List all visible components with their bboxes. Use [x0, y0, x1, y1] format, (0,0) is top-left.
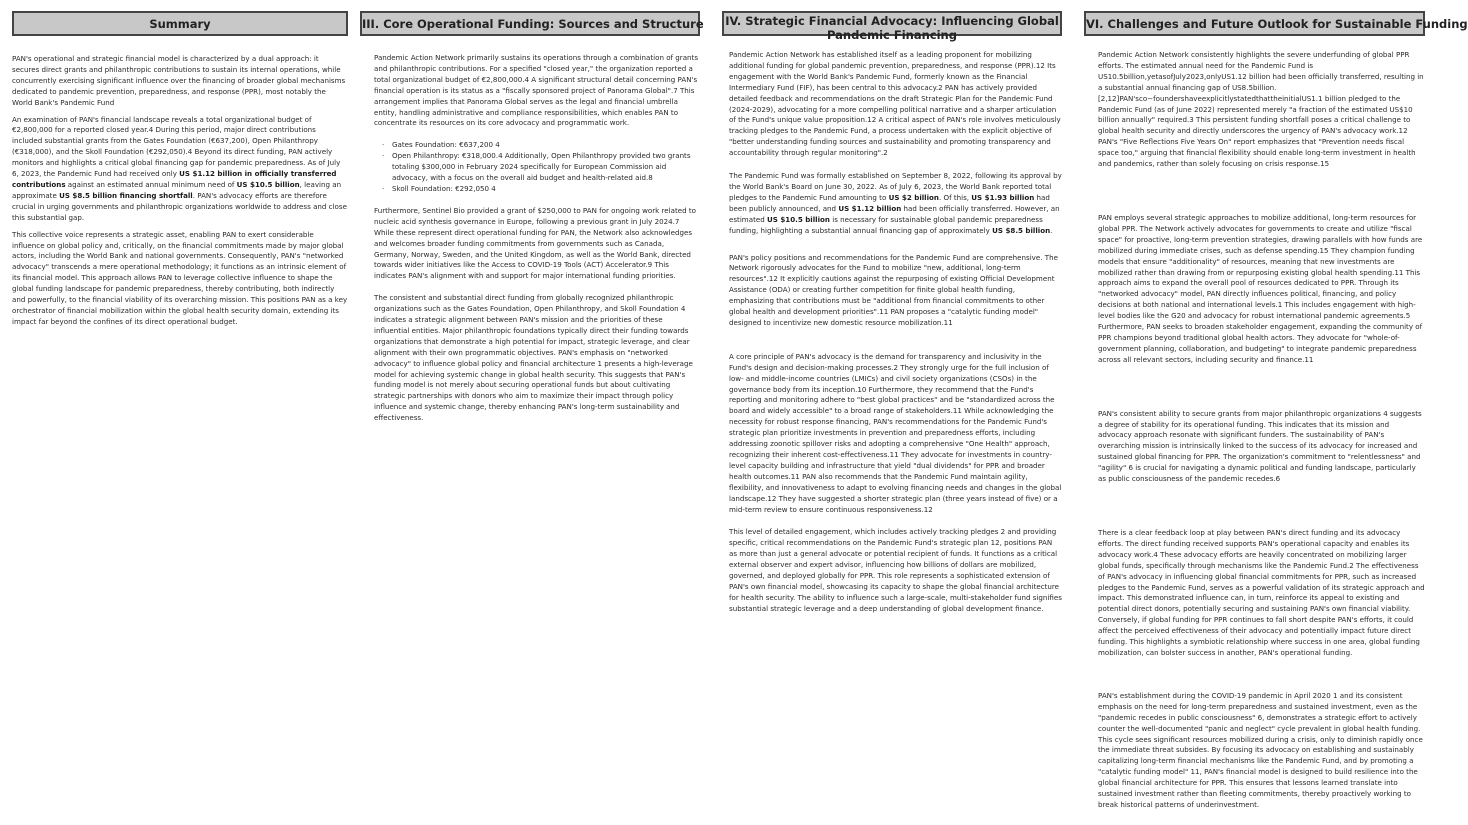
bold-figure: US $1.93 billion	[971, 192, 1035, 202]
summary-body	[12, 36, 348, 328]
funder-list-item: · Skoll Foundation: €292,050 4	[392, 184, 700, 195]
core-funding-intro: Pandemic Action Network primarily sustains its operations through a combination of grants and philanthropic contributions. For a specified "closed year," the organization reported a total organizational budget of €2,800,000.4 A significant structural detail concerning PAN's financial operation is its status as a "fiscally sponsored project of Panorama Global".7 This arrangement implies that Panorama Global serves as the legal and financial umbrella entity, handling administrative and compliance responsibilities, which enables PAN to concentrate its resources on its core advocacy and programmatic work.	[374, 53, 699, 128]
text-span: against an estimated annual minimum need of	[65, 179, 237, 189]
outlook-paragraph: There is a clear feedback loop at play between PAN's direct funding and its advocacy efforts. The direct funding received supports PAN's operational capacity and enables its advocacy work.4 These advocacy efforts are heavily concentrated on mobilizing larger global funds, specifically through mechanisms like the Pandemic Fund.2 The effectiveness of PAN's advocacy in influencing global financial commitments for PPR, such as increased pledges to the Pandemic Fund, serves as a powerful validation of its strategic approach and impact. This demonstrated influence can, in turn, reinforce its appeal to existing and potential direct donors, potentially securing and sustaining PAN's own financial viability. Conversely, if global funding for PPR continues to fall short despite PAN's efforts, it could affect the perceived effectiveness of their advocacy and potentially impact future direct funding. This highlights a symbiotic relationship where success in one area, global funding mobilization, can bolster success in another, PAN's operational funding.	[1098, 528, 1425, 657]
outlook-paragraph: PAN employs several strategic approaches to mobilize additional, long-term resources for global PPR. The Network actively advocates for governments to create and utilize "fiscal space" for proactive, long-term prevention strategies, drawing parallels with how funds are mobilized during immediate crises, such as defense spending.15 They champion funding models that ensure "additionality" of resources, meaning that new investments are mobilized rather than drawing from or repurposing existing global health spending.11 This approach aims to expand the overall pool of resources dedicated to PPR. Through its "networked advocacy" model, PAN directly influences political, financing, and policy decisions at both national and international levels.1 This includes engagement with high-level bodies like the G20 and advocacy for robust international pandemic agreements.5 Furthermore, PAN seeks to broaden stakeholder engagement, expanding the community of PPR champions beyond traditional global health actors. They advocate for "whole-of-government planning, collaboration, and budgeting" to integrate pandemic preparedness across all relevant sectors, including security and finance.11	[1098, 212, 1423, 364]
bold-figure: US $8.5 billion	[992, 225, 1051, 235]
outlook-paragraph: Pandemic Action Network consistently highlights the severe underfunding of global PPR efforts. The estimated annual need for the Pandemic Fund is US10.5billion,yetasofJuly2023,onlyUS1.12 billion had been officially transferred, resulting in a substantial annual financing gap of US8.5billion. [2,12]PAN'sco−foundershaveexplicitlystatedthattheinitialUS1.1 billion pledged to the Pandemic Fund (as of June 2022) represented merely "a fraction of the estimated US$10 billion annually" required.3 This persistent funding shortfall poses a critical challenge to global health security and directly underscores the urgency of PAN's advocacy work.12 PAN's "Five Reflections Five Years On" report emphasizes that "Prevention needs fiscal space too," arguing that financial flexibility should enable long-term investment in health and pandemics, rather than solely focusing on crisis response.15	[1098, 50, 1424, 169]
funder-list-item: · Gates Foundation: €637,200 4	[392, 140, 700, 151]
text-span: had been officially transferred. However, an estimated	[729, 203, 1060, 224]
summary-paragraph: This collective voice represents a strategic asset, enabling PAN to exert considerable influence on global policy and, critically, on the financial commitments made by major global actors, including the World Bank and national governments. Consequently, PAN's "networked advocacy" transcends a mere operational methodology; it functions as an intrinsic element of its financial model. This approach allows PAN to leverage collective influence to shape the global funding landscape for pandemic preparedness, thereby contributing, both indirectly and powerfully, to the financial viability of its overarching mission. This positions PAN as a key orchestrator of financial mobilization within the global health security domain, extending its impact far beyond the confines of its direct operational budget.	[12, 229, 348, 326]
bold-figure: US $10.5 billion	[236, 179, 300, 189]
text-span: The Pandemic Fund was formally established on September 8, 2022, following its approval by the World Bank's Board on June 30, 2022. As of July 6, 2023, the World Bank reported total pledges to the Pandemic Fund amounting to	[729, 171, 1062, 202]
text-span: .	[1050, 225, 1053, 235]
advocacy-paragraph: A core principle of PAN's advocacy is the demand for transparency and inclusivity in the Fund's design and decision-making processes.2 They strongly urge for the full inclusion of low- and middle-income countries (LMICs) and civil society organizations (CSOs) in the governance body from its inception.10 Furthermore, they recommend that the Fund's reporting and monitoring adhere to "best global practices" and be "standardized across the board and widely accessible" to a broad range of stakeholders.11 While acknowledging the necessity for robust response financing, PAN's recommendations for the Pandemic Fund's strategic plan prioritize investments in prevention and preparedness efforts, including addressing zoonotic spillover risks and adopting a comprehensive "One Health" approach, recognizing their inherent cost-effectiveness.11 They advocate for investments in country-level capacity building and infrastructure that yield "dual dividends" for PPR and broader health outcomes.11 PAN also recommends that the Pandemic Fund maintain agility, flexibility, and innovativeness to adapt to evolving financing needs and changes in the global landscape.12 They have suggested a shorter strategic plan (three years instead of five) or a mid-term review to ensure continuous responsiveness.12	[729, 351, 1062, 514]
summary-column	[12, 0, 348, 334]
bold-figure: US $1.12 billion	[838, 203, 902, 213]
advocacy-paragraph: This level of detailed engagement, which includes actively tracking pledges 2 and providing specific, critical recommendations on the Pandemic Fund's strategic plan 12, positions PAN as more than just a general advocate or potential recipient of funds. It functions as a critical external observer and expert advisor, influencing how billions of dollars are mobilized, governed, and deployed globally for PPR. This role represents a sophisticated extension of PAN's own financial model, showcasing its capacity to shape the global financial architecture for health security. The ability to influence such a large-scale, multi-stakeholder fund signifies substantial strategic leverage and a deep understanding of global development finance.	[729, 527, 1062, 613]
core-funding-body	[360, 36, 700, 424]
advocacy-heading: IV. Strategic Financial Advocacy: Influencing Global Pandemic Financing	[722, 11, 1062, 36]
pandemic-fund-paragraph	[729, 171, 1062, 236]
text-span: had been publicly announced, and	[729, 192, 1050, 213]
outlook-body	[1084, 36, 1425, 811]
text-span: . PAN's advocacy efforts are therefore crucial in urging governments and philanthropic organizations worldwide to address and close this substantial gap.	[12, 190, 347, 222]
funder-list	[374, 140, 700, 195]
core-funding-heading: III. Core Operational Funding: Sources and Structure	[360, 11, 700, 36]
funder-list-item: · Open Philanthropy: €318,000.4 Additionally, Open Philanthropy provided two grants totaling $300,000 in February 2024 specifically for European Commission aid advocacy, with a focus on the overall aid budget and health-related aid.8	[392, 151, 700, 184]
advocacy-body	[722, 36, 1062, 615]
summary-paragraph: PAN's operational and strategic financial model is characterized by a dual approach: it secures direct grants and philanthropic contributions to sustain its internal operations, while concurrently exercising significant influence over the financing of broader global mechanisms dedicated to pandemic prevention, preparedness, and response (PPR), most notably the World Bank's Pandemic Fund	[12, 54, 346, 107]
text-span: An examination of PAN's financial landscape reveals a total organizational budget of €2,800,000 for a reported closed year.4 During this period, major direct contributions included substantial grants from the Gates Foundation (€637,200), Open Philanthropy (€318,000), and the Skoll Foundation (€292,050).4 Beyond its direct funding, PAN actively monitors and highlights a critical global financing gap for pandemic preparedness. As of July 6, 2023, the Pandemic Fund had received only	[12, 114, 341, 179]
text-span: is necessary for sustainable global pandemic preparedness funding, highlighting a substantial annual financing gap of approximately	[729, 214, 1043, 235]
core-funding-paragraph: The consistent and substantial direct funding from globally recognized philanthropic organizations such as the Gates Foundation, Open Philanthropy, and Skoll Foundation 4 indicates a strategic alignment between PAN's mission and the priorities of these influential entities. Major philanthropic foundations typically direct their funding towards organizations that demonstrate a high potential for impact, strategic leverage, and clear alignment with their own programmatic objectives. PAN's emphasis on "networked advocacy" to influence global policy and financial architecture 1 presents a high-leverage model for achieving systemic change in global health security. This suggests that PAN's funding model is not merely about securing operational funds but about cultivating strategic partnerships with donors who aim to maximize their impact through policy influence and systemic change, thereby enhancing PAN's long-term sustainability and effectiveness.	[374, 293, 693, 423]
text-span: . Of this,	[938, 192, 972, 202]
bold-figure: US $1.12 billion in officially transferred contributions	[12, 169, 337, 189]
bold-figure: US $10.5 billion	[766, 214, 830, 224]
advocacy-paragraph: Pandemic Action Network has established itself as a leading proponent for mobilizing additional funding for global pandemic prevention, preparedness, and response (PPR).12 Its engagement with the World Bank's Pandemic Fund, formerly known as the Financial Intermediary Fund (FIF), has been central to this advocacy.2 PAN has actively provided detailed feedback and recommendations on the draft Strategic Plan for the Pandemic Fund (2024-2029), advocating for a more compelling political narrative and a sharper articulation of the Fund's unique value proposition.12 A critical aspect of PAN's role involves meticulously tracking pledges to the Pandemic Fund, a process undertaken with the explicit objective of "better understanding funding sources and sustainability and promoting transparency and accountability through regular monitoring".2	[729, 50, 1061, 158]
text-span: , leaving an approximate	[12, 179, 342, 200]
outlook-heading: VI. Challenges and Future Outlook for Sustainable Funding	[1084, 11, 1425, 36]
summary-finance-paragraph	[12, 115, 348, 224]
bold-figure: US $8.5 billion financing shortfall	[59, 190, 193, 200]
advocacy-column	[722, 0, 1062, 615]
outlook-column	[1084, 0, 1468, 811]
core-funding-paragraph: Furthermore, Sentinel Bio provided a grant of $250,000 to PAN for ongoing work related to nucleic acid synthesis governance in Europe, following a previous grant in July 2024.7 While these represent direct operational funding for PAN, the Network also acknowledges and welcomes broader funding commitments from governments such as Canada, Germany, Norway, Sweden, and the United Kingdom, as well as the World Bank, directed towards wider initiatives like the Access to COVID-19 Tools (ACT) Accelerator.9 This indicates PAN's alignment with and support for major international funding priorities.	[374, 205, 696, 281]
core-funding-column	[360, 0, 704, 435]
summary-heading: Summary	[12, 11, 348, 36]
outlook-paragraph: PAN's establishment during the COVID-19 pandemic in April 2020 1 and its consistent emphasis on the need for long-term preparedness and sustained investment, even as the "pandemic recedes in public consciousness" 6, demonstrates a strategic effort to actively counter the well-documented "panic and neglect" cycle prevalent in global health funding. This cycle sees significant resources mobilized during a crisis, only to diminish rapidly once the immediate threat subsides. By focusing its advocacy on establishing and sustainably capitalizing long-term financial mechanisms like the Pandemic Fund, and by promoting a "catalytic funding model" 11, PAN's financial model is designed to build resilience into the global financial architecture for PPR. This ensures that lessons learned translate into sustained investment rather than fleeting commitments, thereby proactively working to break historical patterns of underinvestment.	[1098, 690, 1423, 809]
bold-figure: US $2 billion	[888, 192, 939, 202]
advocacy-paragraph: PAN's policy positions and recommendations for the Pandemic Fund are comprehensive. The Network rigorously advocates for the Fund to mobilize "new, additional, long-term resources".12 It explicitly cautions against the repurposing of existing Official Development Assistance (ODA) or creating further competition for finite global health funding, emphasizing that contributions must be "additional from financial commitments to other global health and development priorities".11 PAN proposes a "catalytic funding model" designed to incentivize new domestic resource mobilization.11	[729, 252, 1058, 327]
outlook-paragraph: PAN's consistent ability to secure grants from major philanthropic organizations 4 suggests a degree of stability for its operational funding. This indicates that its mission and advocacy approach resonate with significant funders. The sustainability of PAN's overarching mission is intrinsically linked to the success of its advocacy for increased and sustained global financing for PPR. The organization's commitment to "relentlessness" and "agility" 6 is crucial for navigating a dynamic political and funding landscape, particularly as public consciousness of the pandemic recedes.6	[1098, 408, 1422, 484]
